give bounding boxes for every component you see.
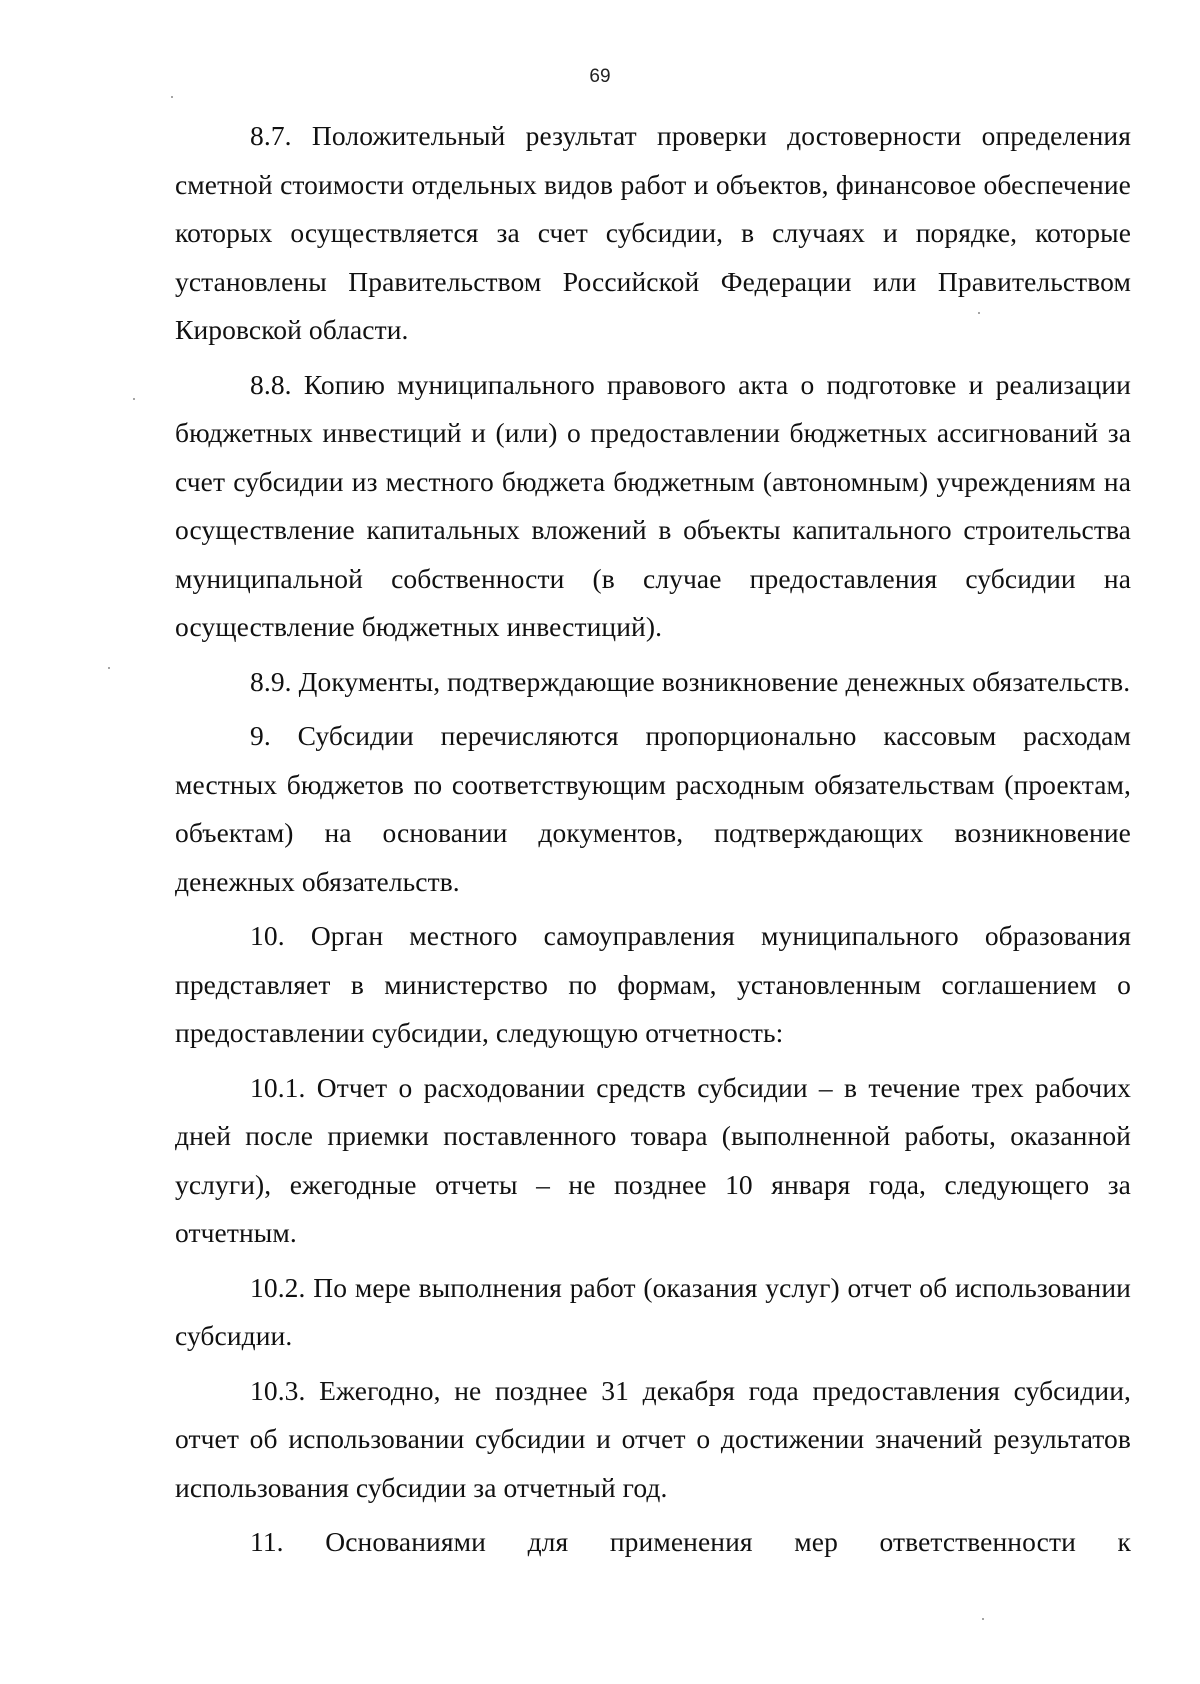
page-number: 69 [589,66,611,87]
paragraph-10-3: 10.3. Ежегодно, не позднее 31 декабря года предоставления субсидии, отчет об использовании субсидии и отчет о достижении значений результатов использования субсидии за отчетный год. [175,1374,1131,1503]
scan-speck [978,312,980,314]
paragraph-8-7: 8.7. Положительный результат проверки достоверности определения сметной стоимости отдельных видов работ и объектов, финансовое обеспечение которых осуществляется за счет субсидии, в случаях и порядке, которые установлены Правительством Российской Федерации или Правительством Кировской области. [175,120,1131,345]
paragraph-10: 10. Орган местного самоуправления муниципального образования представляет в министерство по формам, установленным соглашением о предоставлении субсидии, следующую отчетность: [175,920,1131,1048]
paragraph-8-8: 8.8. Копию муниципального правового акта о подготовке и реализации бюджетных инвестиций и (или) о предоставлении бюджетных ассигнований за счет субсидии из местного бюджета бюджетным (автономным) учреждениям на осуществление капитальных вложений в объекты капитального строительства муниципальной собственности (в случае предоставления субсидии на осуществление бюджетных инвестиций). [175,368,1131,642]
scan-speck [171,96,173,98]
scan-speck [108,667,110,669]
paragraph-10-2: 10.2. По мере выполнения работ (оказания услуг) отчет об использовании субсидии. [175,1271,1131,1351]
scan-speck [982,1618,984,1620]
document-body [175,112,1131,1573]
paragraph-9: 9. Субсидии перечисляются пропорционально кассовым расходам местных бюджетов по соответствующим расходным обязательствам (проектам, объектам) на основании документов, подтверждающих возникновение денежных обязательств. [175,720,1131,897]
paragraph-10-1: 10.1. Отчет о расходовании средств субсидии – в течение трех рабочих дней после приемки поставленного товара (выполненной работы, оказанной услуги), ежегодные отчеты – не позднее 10 января года, следующего за отчетным. [175,1071,1131,1248]
scan-speck [133,398,135,400]
paragraph-11: 11. Основаниями для применения мер ответственности к [250,1526,1131,1557]
paragraph-8-9: 8.9. Документы, подтверждающие возникновение денежных обязательств. [250,665,1131,697]
